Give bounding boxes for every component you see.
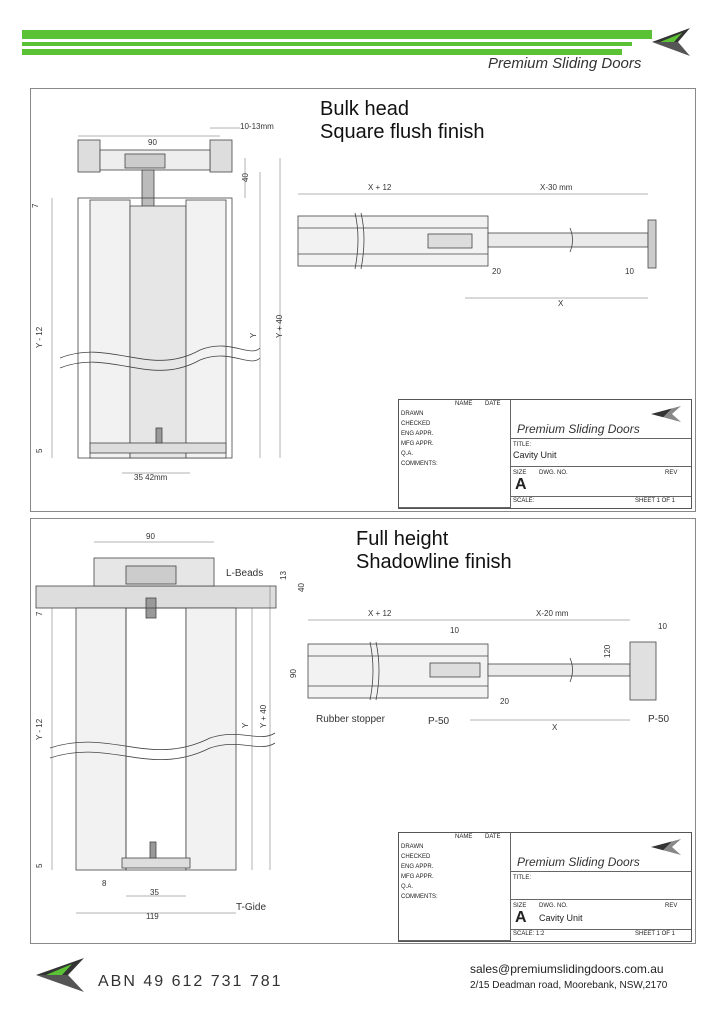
- tb-size-value: A: [515, 909, 527, 926]
- tb-title-label: TITLE:: [513, 875, 532, 881]
- tb-row: COMMENTS:: [401, 461, 438, 467]
- logo-icon: [652, 28, 690, 56]
- p50-label: P-50: [428, 716, 450, 727]
- footer-logo-icon: [36, 958, 86, 992]
- dim-label: 119: [146, 912, 159, 921]
- dim-label: 120: [603, 644, 612, 658]
- sheet2-heading-2: Shadowline finish: [356, 551, 512, 573]
- dim-label: 10: [450, 626, 459, 635]
- dim-label: Y - 12: [35, 326, 44, 348]
- tb-row: CHECKED: [401, 854, 431, 860]
- tb-row: ENG APPR.: [401, 864, 434, 870]
- dim-label: Y + 40: [275, 314, 284, 338]
- tb-row: MFG APPR.: [401, 874, 434, 880]
- sheet1-vertical-section: [60, 140, 260, 458]
- sheet2-vertical-section: [36, 558, 276, 870]
- tb-scale-label: SCALE:: [513, 498, 535, 504]
- sheet1-heading-2: Square flush finish: [320, 121, 485, 143]
- tb-row: DRAWN: [401, 411, 424, 417]
- dim-label: 5: [35, 863, 44, 868]
- footer-address: 2/15 Deadman road, Moorebank, NSW,2170: [470, 980, 668, 991]
- tgide-label: T-Gide: [236, 902, 267, 913]
- dim-label: X: [552, 723, 558, 732]
- lbeads-label: L-Beads: [226, 568, 264, 579]
- tb-title-value: Cavity Unit: [513, 450, 557, 460]
- tb-row: COMMENTS:: [401, 894, 438, 900]
- tb-dwg-label: DWG. NO.: [539, 470, 568, 476]
- tb-sheet: SHEET 1 OF 1: [635, 931, 675, 937]
- dim-label: X + 12: [368, 609, 392, 618]
- dim-label: 90: [148, 138, 157, 147]
- dim-label: 7: [31, 203, 40, 208]
- dim-label: 10: [658, 622, 667, 631]
- dim-label: 10: [625, 267, 634, 276]
- dim-label: 5: [35, 448, 44, 453]
- tb-row: ENG APPR.: [401, 431, 434, 437]
- dim-label: 40: [241, 173, 250, 182]
- tb-row: MFG APPR.: [401, 441, 434, 447]
- tb-size-label: SIZE: [513, 903, 527, 909]
- title-block-2: [398, 832, 692, 942]
- tb-title-label: TITLE:: [513, 442, 532, 448]
- p50-label: P-50: [648, 714, 670, 725]
- dim-label: X: [558, 299, 564, 308]
- dim-label: 7: [35, 611, 44, 616]
- tb-logo-icon: [651, 406, 681, 422]
- tb-sheet: SHEET 1 OF 1: [635, 498, 675, 504]
- dim-label: 10-13mm: [240, 122, 274, 131]
- tb-brand: Premium Sliding Doors: [517, 422, 640, 436]
- tb-logo-icon: [651, 839, 681, 855]
- tb-dwg-value: Cavity Unit: [539, 913, 583, 923]
- dim-label: Y: [249, 332, 258, 338]
- dim-label: Y: [241, 722, 250, 728]
- tb-dwg-label: DWG. NO.: [539, 903, 568, 909]
- dim-label: 20: [492, 267, 501, 276]
- tb-scale-label: SCALE: 1:2: [513, 931, 545, 937]
- dim-label: X + 12: [368, 183, 392, 192]
- tb-row: CHECKED: [401, 421, 431, 427]
- tb-rev-label: REV: [665, 470, 678, 476]
- tb-col-date: DATE: [485, 401, 501, 407]
- sheet2-heading-1: Full height: [356, 528, 449, 550]
- tb-row: DRAWN: [401, 844, 424, 850]
- tb-col-name: NAME: [455, 401, 473, 407]
- tb-row: Q.A.: [401, 884, 414, 890]
- tb-col-date: DATE: [485, 834, 501, 840]
- sheet1-heading-1: Bulk head: [320, 98, 409, 120]
- dim-label: X-30 mm: [540, 183, 573, 192]
- dim-label: 13: [279, 571, 288, 580]
- dim-label: 90: [289, 669, 298, 678]
- tb-rev-label: REV: [665, 903, 678, 909]
- tb-row: Q.A.: [401, 451, 414, 457]
- dim-label: Y - 12: [35, 718, 44, 740]
- dim-label: 20: [500, 697, 509, 706]
- footer-abn: ABN 49 612 731 781: [98, 973, 283, 990]
- tb-size-label: SIZE: [513, 470, 527, 476]
- tb-col-name: NAME: [455, 834, 473, 840]
- dim-label: 35 42mm: [134, 473, 168, 482]
- rubber-stopper-label: Rubber stopper: [316, 714, 385, 725]
- dim-label: 8: [102, 879, 107, 888]
- dim-label: 40: [297, 583, 306, 592]
- header-brand: Premium Sliding Doors: [488, 55, 642, 72]
- footer-email[interactable]: sales@premiumslidingdoors.com.au: [470, 962, 664, 976]
- tb-brand: Premium Sliding Doors: [517, 855, 640, 869]
- dim-label: 90: [146, 532, 155, 541]
- sheet1-horizontal-section: [298, 213, 656, 269]
- dim-label: X-20 mm: [536, 609, 569, 618]
- dim-label: Y + 40: [259, 704, 268, 728]
- title-block-1: [398, 399, 692, 509]
- tb-size-value: A: [515, 476, 527, 493]
- dim-label: 35: [150, 888, 159, 897]
